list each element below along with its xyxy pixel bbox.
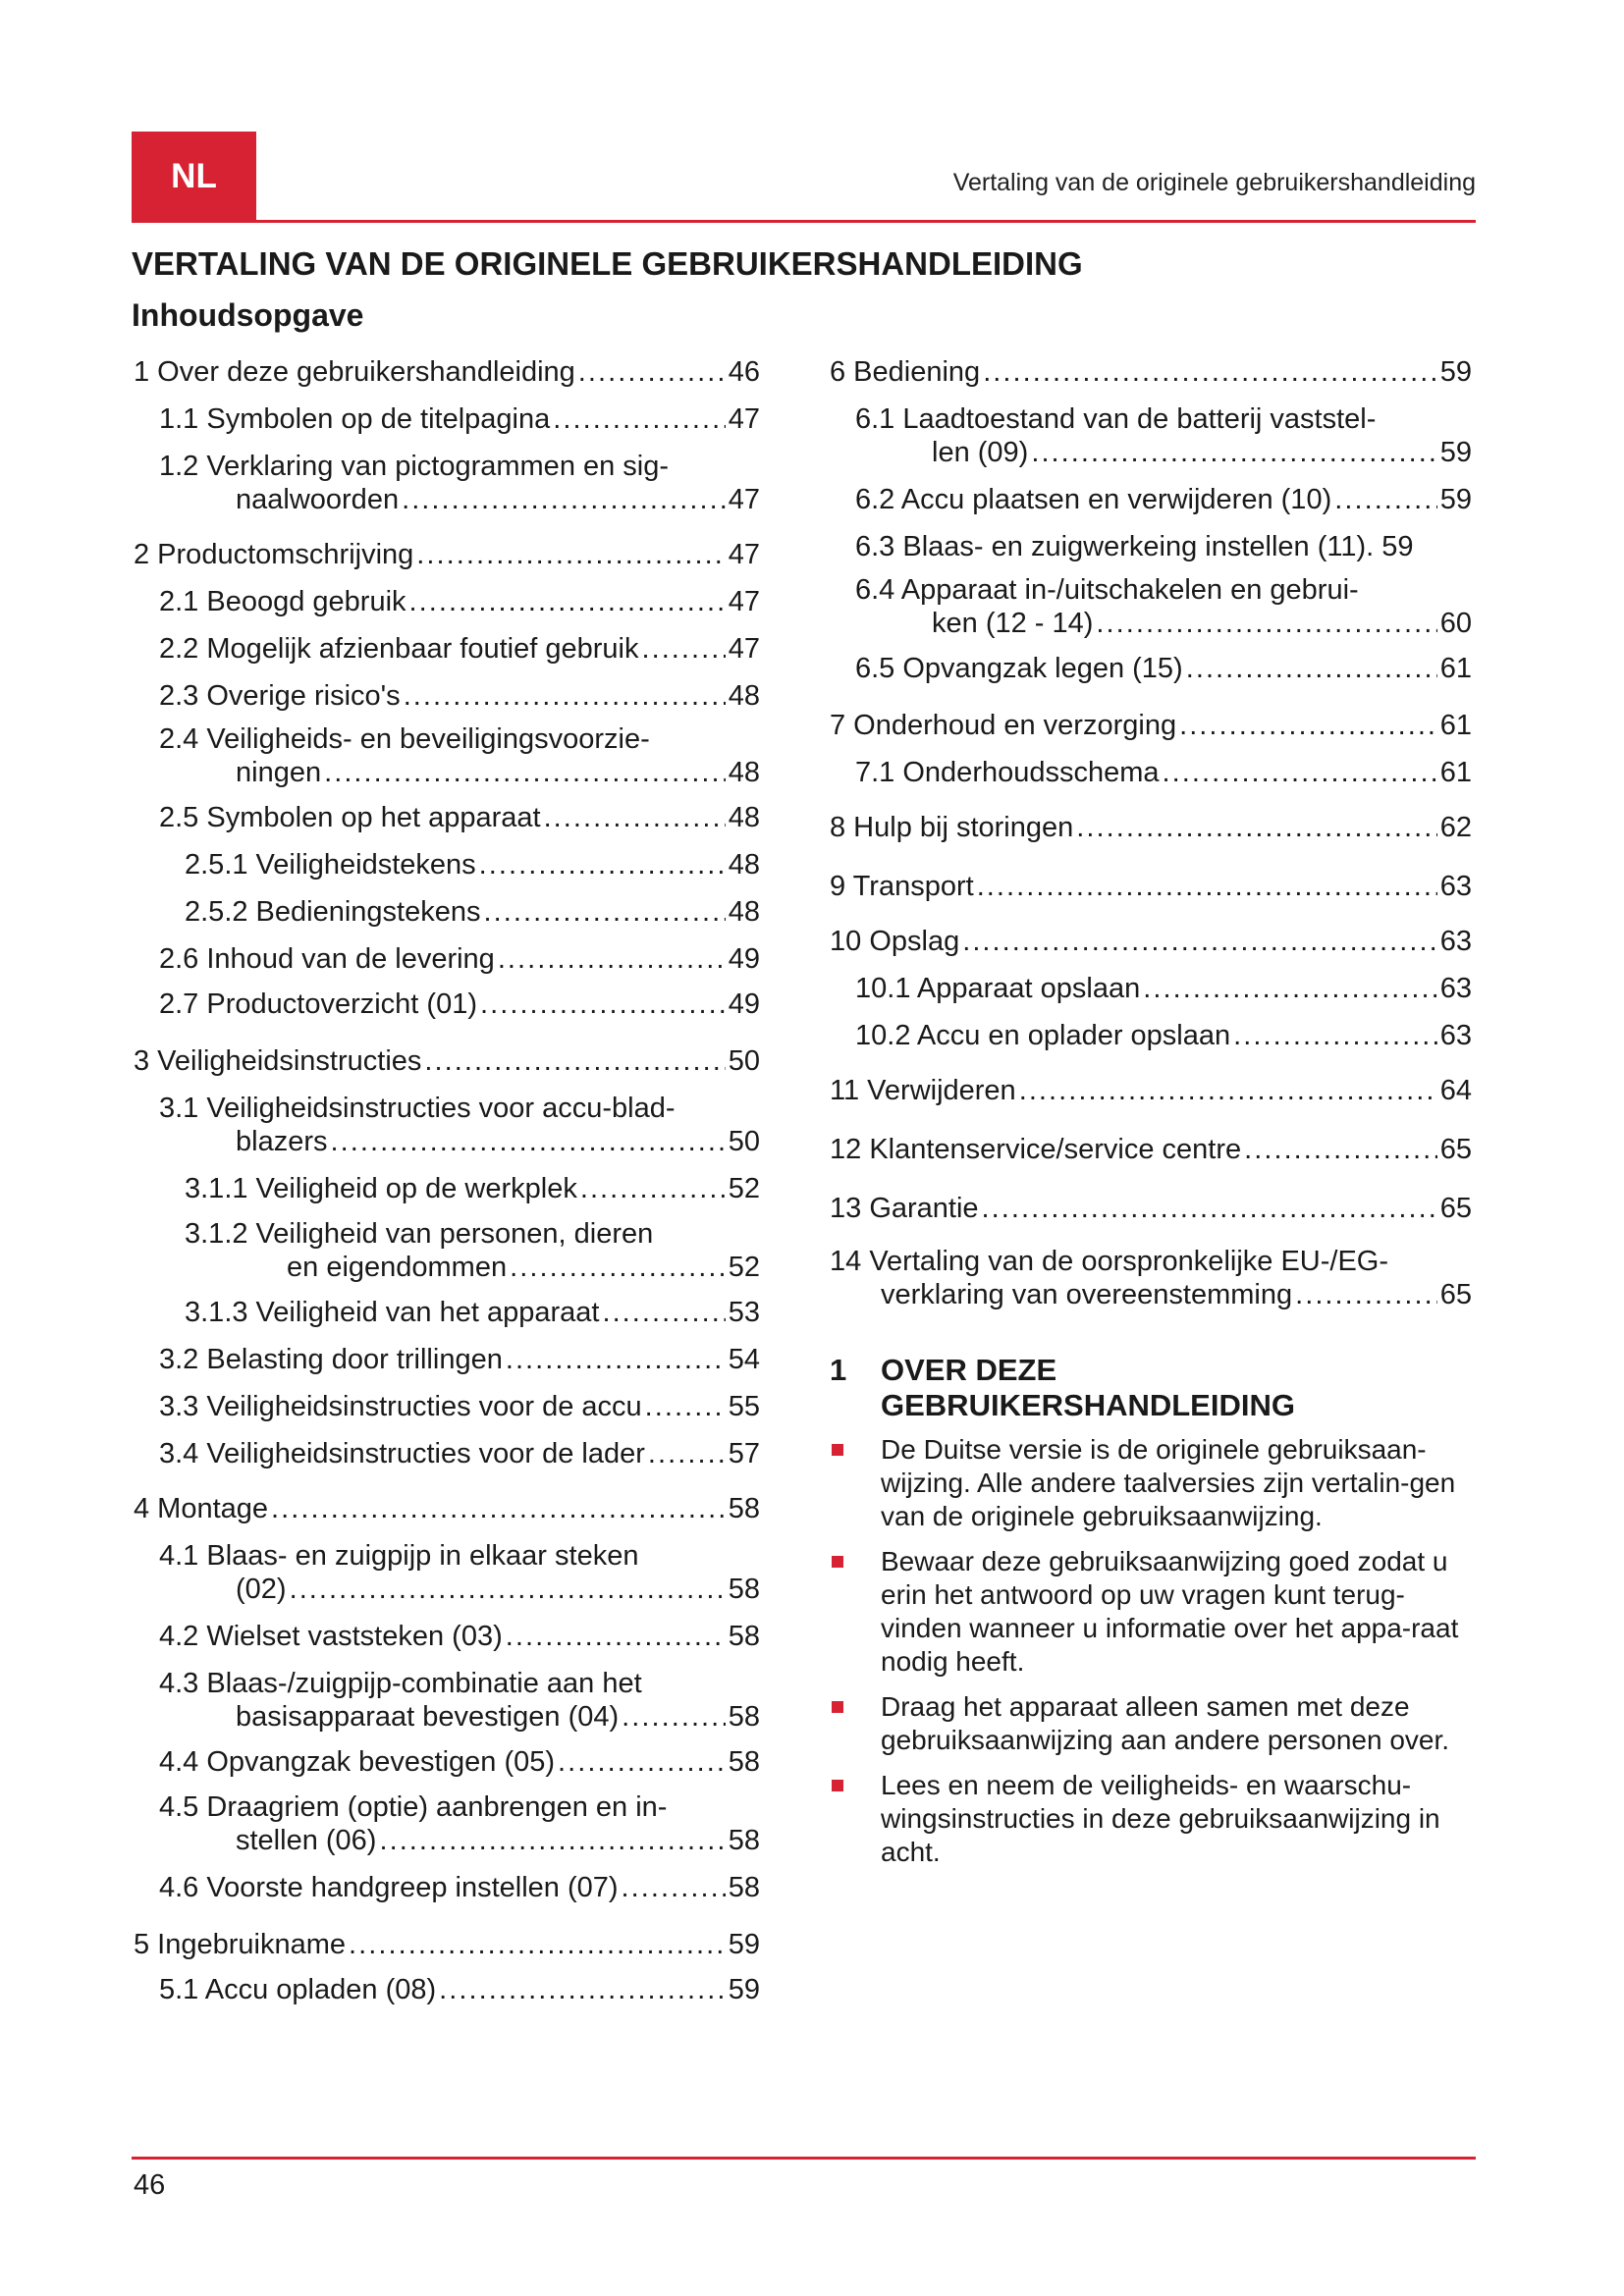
list-item: Lees en neem de veiligheids- en waarschu-wingsinstructies in deze gebruiksaanwijzing in acht. [830, 1769, 1478, 1869]
bullet-square-icon [832, 1780, 843, 1791]
toc-entry[interactable]: 2.4 Veiligheids- en beveiligingsvoorzie- ningen . . . 48 [134, 722, 760, 789]
toc-entry[interactable]: 3.1 Veiligheidsinstructies voor accu-blad- blazers . . . 50 [134, 1092, 760, 1158]
footer-divider [132, 2157, 1476, 2160]
header-divider [132, 220, 1476, 223]
toc-entry[interactable]: 3.3 Veiligheidsinstructies voor de accu . . . 55 [134, 1390, 760, 1423]
toc-entry[interactable]: 12 Klantenservice/service centre . . . 65 [830, 1133, 1472, 1166]
toc-entry[interactable]: 2.1 Beoogd gebruik . . . 47 [134, 585, 760, 618]
toc-entry[interactable]: 1.2 Verklaring van pictogrammen en sig- naalwoorden . . . 47 [134, 450, 760, 516]
list-item: Bewaar deze gebruiksaanwijzing goed zodat u erin het antwoord op uw vragen kunt terug-vinden wanneer u informatie over het appa-raat nodig heeft. [830, 1545, 1478, 1679]
toc-entry[interactable]: 4.1 Blaas- en zuigpijp in elkaar steken (02) . . . 58 [134, 1539, 760, 1606]
toc-entry[interactable]: 2.3 Overige risico's . . . 48 [134, 679, 760, 713]
section-heading: 1 OVER DEZE GEBRUIKERSHANDLEIDING [830, 1353, 1295, 1422]
toc-entry[interactable]: 6.5 Opvangzak legen (15) . . . 61 [830, 652, 1472, 685]
toc-entry[interactable]: 2.7 Productoverzicht (01) . . . 49 [134, 988, 760, 1021]
toc-entry[interactable]: 10.1 Apparaat opslaan . . . 63 [830, 972, 1472, 1005]
toc-entry[interactable]: 2.5.1 Veiligheidstekens . . . 48 [134, 848, 760, 881]
toc-entry[interactable]: 7.1 Onderhoudsschema . . . 61 [830, 756, 1472, 789]
document-title: VERTALING VAN DE ORIGINELE GEBRUIKERSHANDLEIDING [132, 245, 1083, 282]
toc-entry[interactable]: 3.1.3 Veiligheid van het apparaat . . . 53 [134, 1296, 760, 1329]
list-item: De Duitse versie is de originele gebruiksaan-wijzing. Alle andere taalversies zijn vertalin-gen van de originele gebruiksaanwijzing. [830, 1433, 1478, 1533]
toc-entry[interactable]: 3.1.2 Veiligheid van personen, dieren en eigendommen . . . 52 [134, 1217, 760, 1284]
toc-column-left [134, 355, 760, 2006]
toc-entry[interactable]: 3.2 Belasting door trillingen . . . 54 [134, 1343, 760, 1376]
toc-heading: Inhoudsopgave [132, 297, 364, 333]
toc-entry[interactable]: 2.5 Symbolen op het apparaat . . . 48 [134, 801, 760, 834]
toc-entry[interactable]: 8 Hulp bij storingen . . . 62 [830, 811, 1472, 844]
toc-entry[interactable]: 14 Vertaling van de oorspronkelijke EU-/EG- verklaring van overeenstemming . . . 65 [830, 1245, 1472, 1311]
list-item: Draag het apparaat alleen samen met deze gebruiksaanwijzing aan andere personen over. [830, 1690, 1478, 1757]
toc-column-right [830, 355, 1472, 1311]
toc-entry[interactable]: 5 Ingebruikname . . . 59 [134, 1928, 760, 1961]
toc-entry[interactable]: 4 Montage . . . 58 [134, 1492, 760, 1525]
page-number: 46 [134, 2169, 166, 2201]
toc-entry[interactable]: 7 Onderhoud en verzorging . . . 61 [830, 709, 1472, 742]
bullet-square-icon [832, 1701, 843, 1713]
toc-entry[interactable]: 3.1.1 Veiligheid op de werkplek . . . 52 [134, 1172, 760, 1205]
language-badge: NL [132, 132, 256, 222]
toc-entry[interactable]: 10 Opslag . . . 63 [830, 925, 1472, 958]
toc-entry[interactable]: 4.3 Blaas-/zuigpijp-combinatie aan het basisapparaat bevestigen (04) . . . 58 [134, 1667, 760, 1734]
toc-entry[interactable]: 9 Transport . . . 63 [830, 870, 1472, 903]
toc-entry[interactable]: 10.2 Accu en oplader opslaan . . . 63 [830, 1019, 1472, 1052]
section-bullet-list [830, 1433, 1478, 1881]
bullet-square-icon [832, 1556, 843, 1568]
toc-entry[interactable]: 1 Over deze gebruikershandleiding . . . 46 [134, 355, 760, 389]
running-header-title: Vertaling van de originele gebruikershandleiding [952, 169, 1476, 196]
bullet-square-icon [832, 1444, 843, 1456]
toc-entry[interactable]: 4.4 Opvangzak bevestigen (05) . . . 58 [134, 1745, 760, 1779]
toc-entry[interactable]: 4.6 Voorste handgreep instellen (07) . . . 58 [134, 1871, 760, 1904]
toc-entry[interactable]: 1.1 Symbolen op de titelpagina . . . 47 [134, 402, 760, 436]
toc-entry[interactable]: 3.4 Veiligheidsinstructies voor de lader . . . 57 [134, 1437, 760, 1470]
toc-entry[interactable]: 4.2 Wielset vaststeken (03) . . . 58 [134, 1620, 760, 1653]
toc-entry[interactable]: 2.5.2 Bedieningstekens . . . 48 [134, 895, 760, 929]
toc-entry[interactable]: 6.3 Blaas- en zuigwerkeing instellen (11). 59 [855, 531, 1414, 562]
toc-entry[interactable]: 6.2 Accu plaatsen en verwijderen (10) . . . 59 [830, 483, 1472, 516]
toc-entry[interactable]: 5.1 Accu opladen (08) . . . 59 [134, 1973, 760, 2006]
toc-entry[interactable]: 6.4 Apparaat in-/uitschakelen en gebrui- ken (12 - 14) . . . 60 [830, 573, 1472, 640]
toc-entry[interactable]: 6 Bediening . . . 59 [830, 355, 1472, 389]
toc-entry[interactable]: 2.6 Inhoud van de levering . . . 49 [134, 942, 760, 976]
toc-entry[interactable]: 3 Veiligheidsinstructies . . . 50 [134, 1044, 760, 1078]
toc-entry[interactable]: 2 Productomschrijving . . . 47 [134, 538, 760, 571]
toc-entry[interactable]: 6.1 Laadtoestand van de batterij vaststel- len (09) . . . 59 [830, 402, 1472, 469]
toc-entry[interactable]: 2.2 Mogelijk afzienbaar foutief gebruik . . . 47 [134, 632, 760, 666]
toc-entry[interactable]: 11 Verwijderen . . . 64 [830, 1074, 1472, 1107]
toc-entry[interactable]: 4.5 Draagriem (optie) aanbrengen en in- stellen (06) . . . 58 [134, 1790, 760, 1857]
toc-entry[interactable]: 13 Garantie . . . 65 [830, 1192, 1472, 1225]
